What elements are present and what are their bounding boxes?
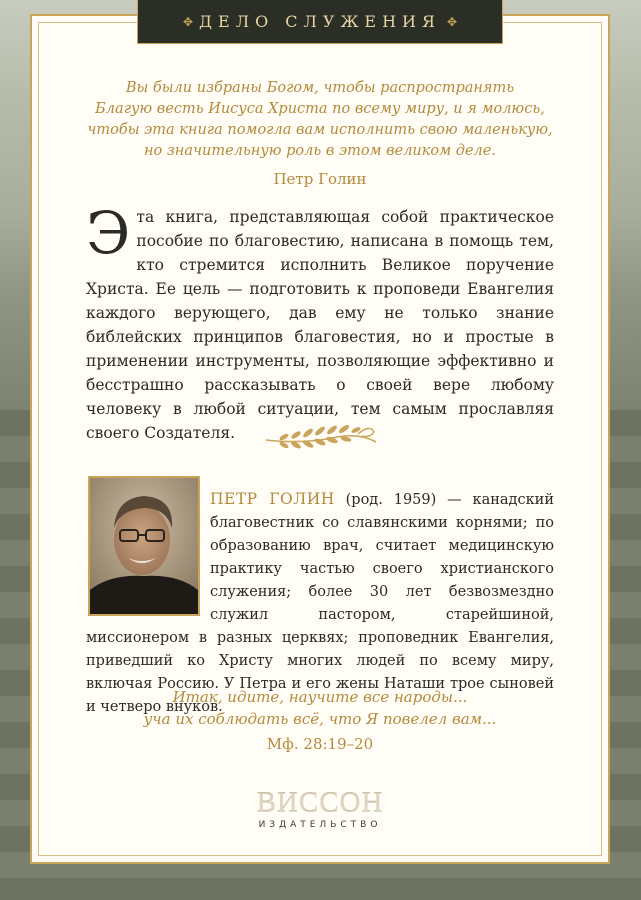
ornament-right-icon: ✥ xyxy=(446,14,457,29)
publisher-logo xyxy=(220,788,420,830)
scripture-line: Итак, идите, научите все народы... xyxy=(172,688,468,706)
epigraph-line: чтобы эта книга помогла вам исполнить свою маленькую, xyxy=(87,122,553,138)
epigraph xyxy=(70,78,570,162)
epigraph-line: но значительную роль в этом великом деле. xyxy=(144,143,496,159)
scripture-quote xyxy=(70,686,570,730)
scripture-line: уча их соблюдать всё, что Я повелел вам... xyxy=(143,710,497,728)
scripture-reference: Мф. 28:19–20 xyxy=(266,735,374,753)
epigraph-line: Вы были избраны Богом, чтобы распространять xyxy=(125,80,515,96)
publisher-name: ВИССОН xyxy=(256,787,384,819)
publisher-subtitle: ИЗДАТЕЛЬСТВО xyxy=(258,820,382,830)
epigraph-author: Петр Голин xyxy=(273,170,367,188)
wheat-ornament-icon xyxy=(262,420,380,456)
ornament-left-icon: ✥ xyxy=(182,14,194,29)
description-text: та книга, представляющая собой практическое пособие по благовестию, написана в помощь тем, кто стремится исполнить Великое поручение Христа. Ее цель — подготовить к проповеди Евангелия каждого верующего, дав ему не только знание библейских принципов благовестия, но и простые в применении инструменты, позволяющие эффективно и бесстрашно рассказывать о своей вере любому человеку в любой ситуации, тем самым прославляя своего Создателя. xyxy=(86,208,554,442)
series-banner xyxy=(137,0,503,44)
drop-cap: Э xyxy=(86,199,131,267)
series-title: ДЕЛО СЛУЖЕНИЯ xyxy=(199,12,441,31)
author-name: ПЕТР ГОЛИН xyxy=(210,490,335,508)
epigraph-line: Благую весть Иисуса Христа по всему миру, и я молюсь, xyxy=(95,101,545,117)
author-bio xyxy=(86,488,554,719)
author-bio-text: (род. 1959) — канадский благовестник со славянскими корнями; по образованию врач, считает медицинскую практику частью своего христианского служения; более 30 лет безвозмездно служил пастором, старейшиной, миссионером в разных церквях; проповедник Евангелия, приведший ко Христу многих людей по всему миру, включая Россию. У Петра и его жены Наташи трое сыновей и четверо внуков. xyxy=(86,492,554,715)
book-description xyxy=(86,199,554,445)
